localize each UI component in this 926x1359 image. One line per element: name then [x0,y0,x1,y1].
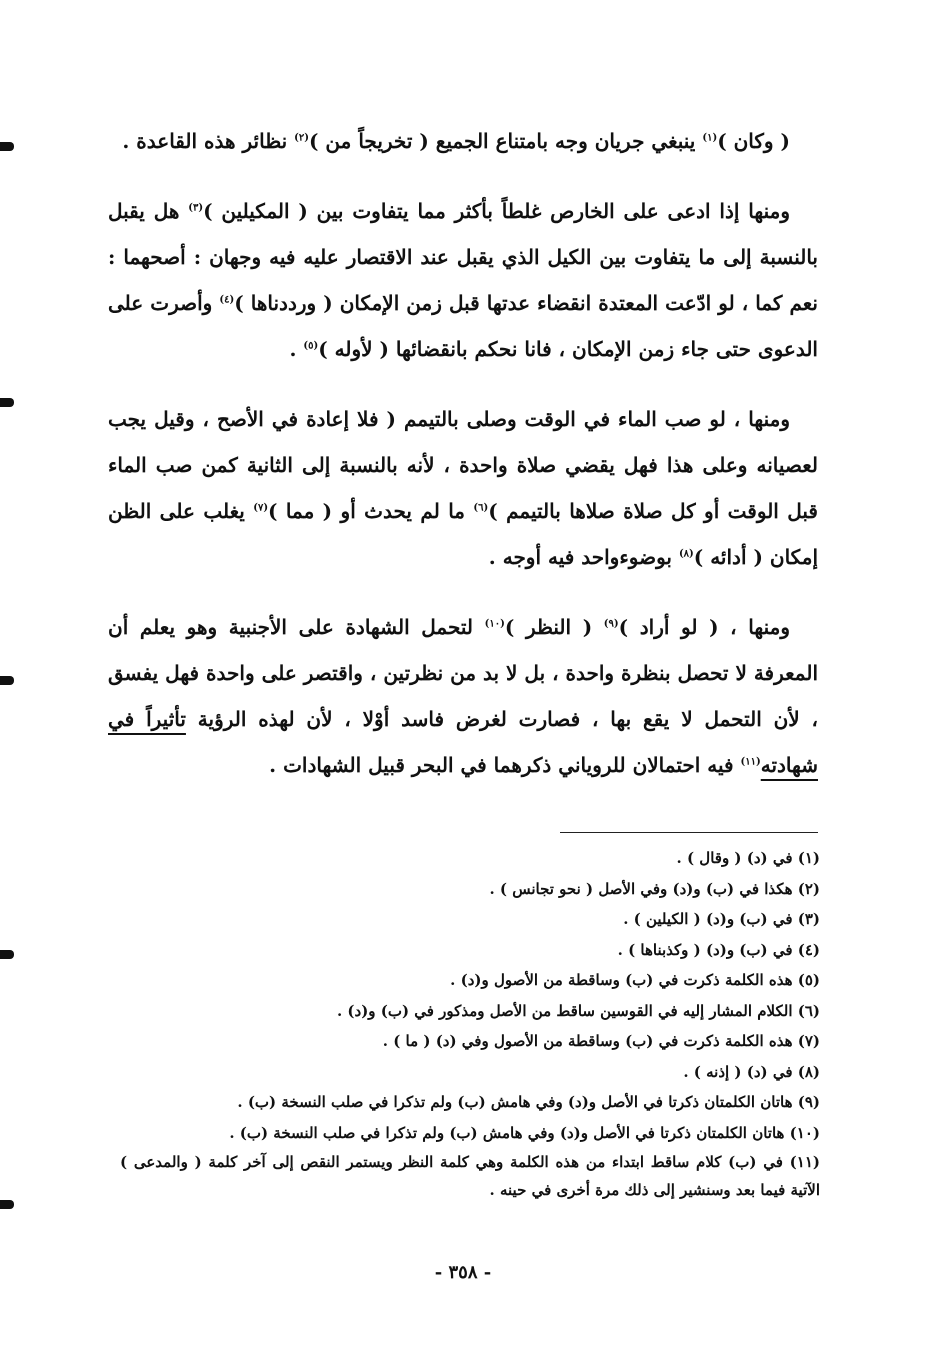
footnote: (٤) في (ب) و(د) ( وكذبناها ) . [617,940,820,959]
scan-edge-mark [0,676,14,685]
footnote-ref: (٢) [294,132,309,144]
footnote-ref: (١٠) [484,618,505,630]
text-run: لتحمل الشهادة على الأجنبية وهو يعلم أن المعرفة لا تحصل بنظرة واحدة ، بل لا بد من نظرتين ، واقتصر على واحدة فهل يفسق ، لأن التحمل لا يقع بها ، فصارت لغرض فاسد أوْلا ، لأن لهذه الرؤية [108,615,819,731]
paragraph [108,118,818,164]
paragraph [108,188,818,372]
footnote: (١١) في (ب) كلام ساقط ابتداء من هذه الكلمة وهي كلمة النظر ويستمر النقص إلى آخر كلمة ( والمدعى ) الآتية فيما بعد وسنشير إلى ذلك مرة أخرى في حينه . [120,1153,820,1199]
footnote: (٨) في (د) ( إذنه ) . [683,1062,820,1081]
scan-edge-mark [0,950,14,959]
footnote: (٩) هاتان الكلمتان ذكرتا في الأصل و(د) وفي هامش (ب) ولم تذكرا في صلب النسخة (ب) . [237,1093,820,1111]
footnote-ref: (٣) [188,202,204,214]
text-run: ( النظر ) [504,615,604,639]
text-run: فيه احتمالان للروياني ذكرهما في البحر قبيل الشهادات . [269,753,741,777]
text-run: بوضوءواحد فيه أوجه . [488,545,679,569]
footnotes [120,843,820,1204]
footnote-ref: (٤) [219,294,235,306]
text-run: ومنها ، لو صب الماء في الوقت وصلى بالتيمم ( فلا إعادة في الأصح ، وقيل يجب لعصيانه وعلى هذا فهل يقضي صلاة واحدة ، لأنه بالنسبة إلى الثانية كمن صب الماء قبل الوقت أو كل صلاة صلاها بالتيمم ) [108,407,818,523]
paragraph [108,396,818,580]
text-run: ما لم يحدث أو ( مما ) [268,499,474,523]
footnote: (٢) هكذا في (ب) و(د) وفي الأصل ( نحو تجانس ) . [489,879,820,898]
text-run: ومنها إذا ادعى على الخارص غلطاً بأكثر مما يتفاوت بين ( المكيلين ) [203,199,790,223]
footnote: (٧) هذه الكلمة ذكرت في (ب) وساقطة من الأصول وفي (د) ( ما ) . [382,1032,820,1050]
page-number: - ٣٥٨ - [434,1262,492,1283]
footnote-separator [560,832,818,833]
paragraph [108,604,818,788]
footnote: (١) في (د) ( وقال ) . [676,849,820,867]
footnote-ref: (٦) [473,502,489,514]
footnote: (١٠) هاتان الكلمتان ذكرتا في الأصل و(د) وفي هامش (ب) ولم تذكرا في صلب النسخة (ب) . [229,1123,820,1142]
footnote-ref: (١١) [740,756,761,768]
underlined-text: تأثيراً في شهادته [108,707,818,777]
text-run: ( وكان ) [717,129,790,153]
text-run: هل يقبل بالنسبة إلى ما يتفاوت بين الكيل الذي يقبل عند الاقتصار عليه فيه وجهان : أصحهما : نعم كما ، لو ادّعت المعتدة انقضاء عدتها قبل زمن الإمكان ( ورددناها ) [108,199,818,315]
footnote-ref: (٧) [253,502,269,514]
scan-edge-mark [0,398,14,407]
text-run: نظائر هذه القاعدة . [122,129,295,153]
footnote-ref: (٩) [603,618,619,630]
text-run: . [289,337,304,361]
footnote: (٣) في (ب) و(د) ( الكيلين ) . [623,910,820,928]
text-run: يغلب على الظن إمكان ( أدائه ) [108,499,818,569]
footnote-ref: (٨) [678,548,694,560]
scan-edge-mark [0,1200,14,1209]
text-run: ومنها ، ( لو أراد ) [618,615,790,639]
footnote: (٦) الكلام المشار إليه في القوسين ساقط من الأصل ومذكور في (ب) و(د) . [336,1001,820,1020]
footnote-ref: (١) [702,132,718,144]
scan-edge-mark [0,142,14,151]
text-run: وأصرت على الدعوى حتى جاء زمن الإمكان ، فانا نحكم بانقضائها ( لأوله ) [108,291,818,361]
footnote: (٥) هذه الكلمة ذكرت في (ب) وساقطة من الأصول و(د) . [450,971,820,989]
text-run: ينبغي جريان وجه بامتناع الجميع ( تخريجاً من ) [309,129,703,153]
main-text [108,118,818,788]
footnote-ref: (٥) [303,340,319,352]
